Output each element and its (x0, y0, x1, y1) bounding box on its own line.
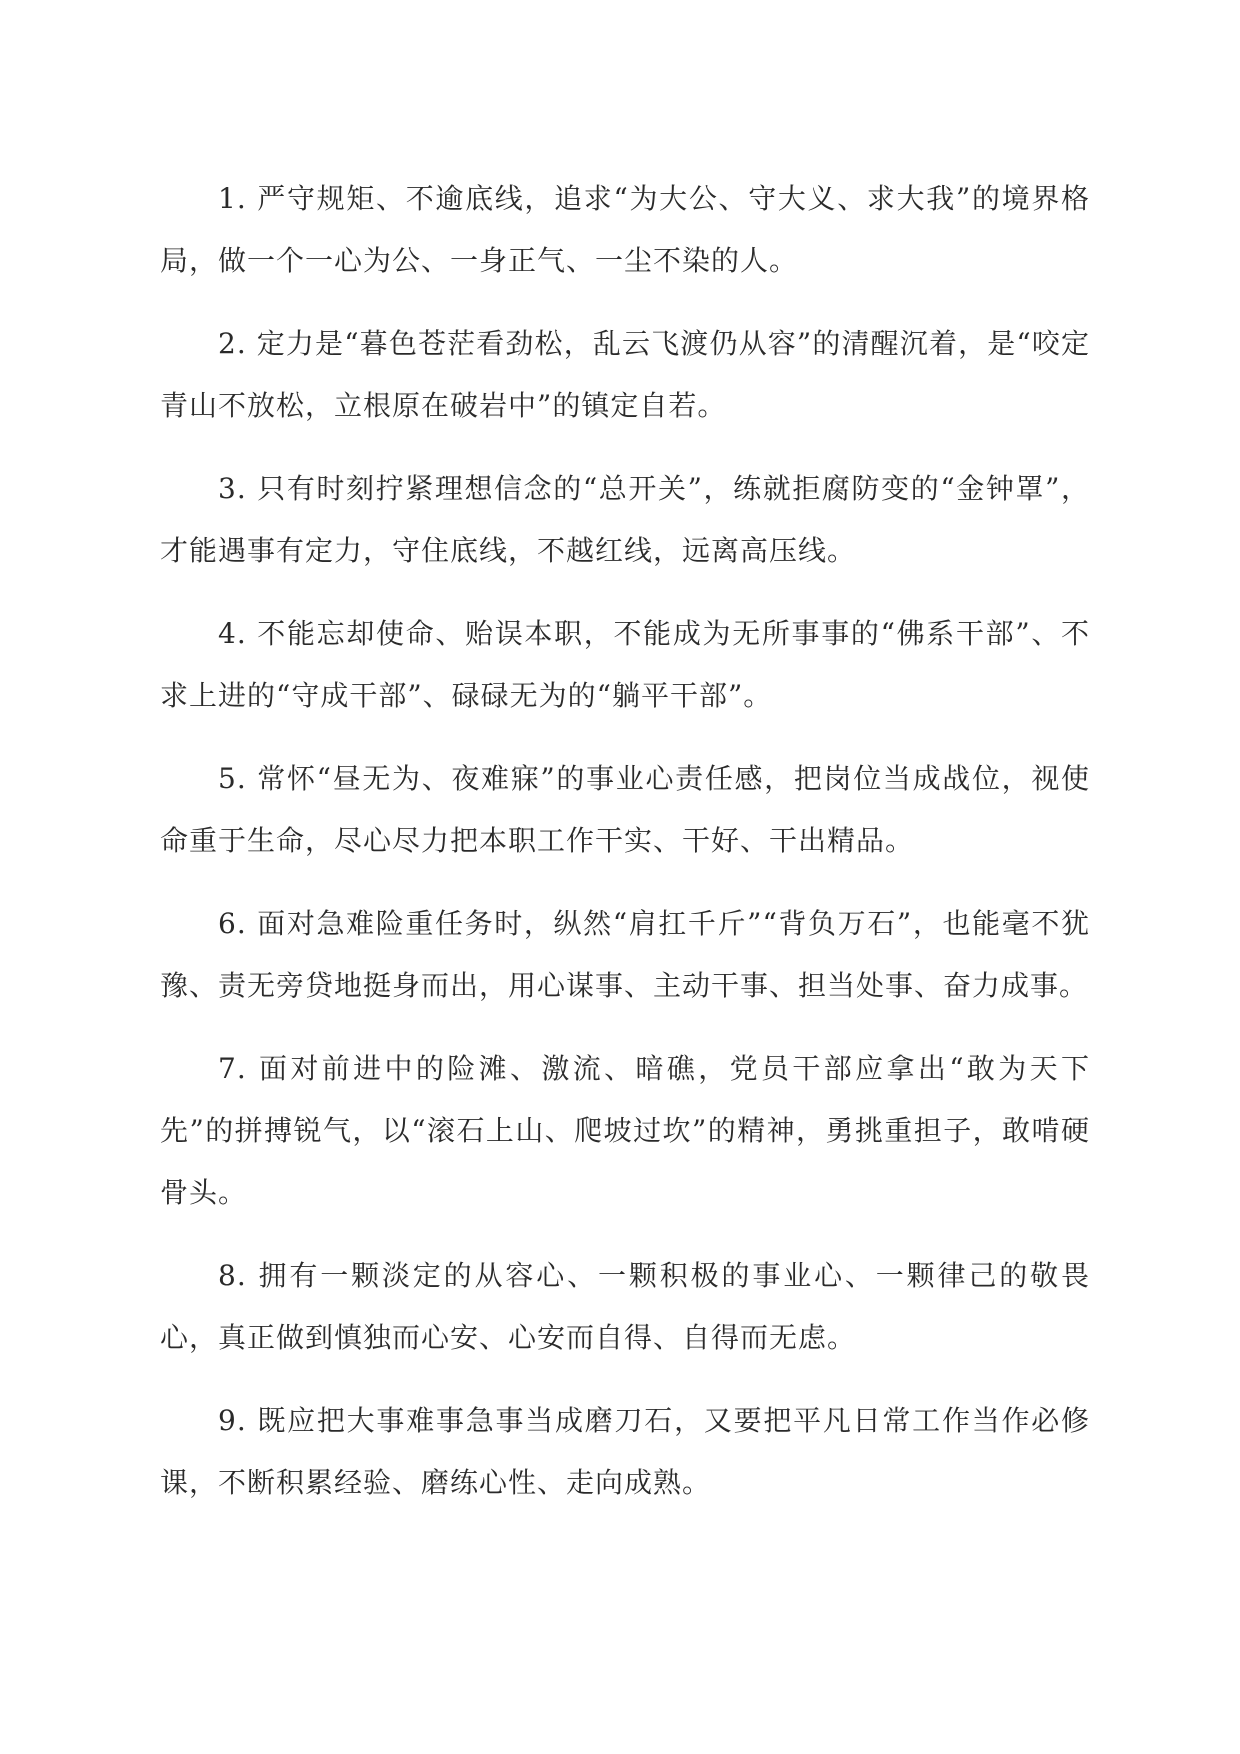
paragraph-2: 2. 定力是“暮色苍茫看劲松，乱云飞渡仍从容”的清醒沉着，是“咬定青山不放松，立根原在破岩中”的镇定自若。 (160, 327, 1090, 422)
paragraph-7: 7. 面对前进中的险滩、激流、暗礁，党员干部应拿出“敢为天下先”的拼搏锐气，以“滚石上山、爬坡过坎”的精神，勇挑重担子，敢啃硬骨头。 (160, 1052, 1090, 1209)
paragraph-3: 3. 只有时刻拧紧理想信念的“总开关”，练就拒腐防变的“金钟罩”，才能遇事有定力，守住底线，不越红线，远离高压线。 (160, 472, 1090, 567)
paragraph-8: 8. 拥有一颗淡定的从容心、一颗积极的事业心、一颗律己的敬畏心，真正做到慎独而心安、心安而自得、自得而无虑。 (160, 1259, 1090, 1354)
document-body (160, 168, 1090, 1535)
paragraph-1: 1. 严守规矩、不逾底线，追求“为大公、守大义、求大我”的境界格局，做一个一心为公、一身正气、一尘不染的人。 (160, 182, 1090, 277)
paragraph-6: 6. 面对急难险重任务时，纵然“肩扛千斤”“背负万石”，也能毫不犹豫、责无旁贷地挺身而出，用心谋事、主动干事、担当处事、奋力成事。 (160, 907, 1090, 1002)
paragraph-5: 5. 常怀“昼无为、夜难寐”的事业心责任感，把岗位当成战位，视使命重于生命，尽心尽力把本职工作干实、干好、干出精品。 (160, 762, 1090, 857)
paragraph-4: 4. 不能忘却使命、贻误本职，不能成为无所事事的“佛系干部”、不求上进的“守成干部”、碌碌无为的“躺平干部”。 (160, 617, 1090, 712)
paragraph-9: 9. 既应把大事难事急事当成磨刀石，又要把平凡日常工作当作必修课，不断积累经验、磨练心性、走向成熟。 (160, 1404, 1090, 1499)
